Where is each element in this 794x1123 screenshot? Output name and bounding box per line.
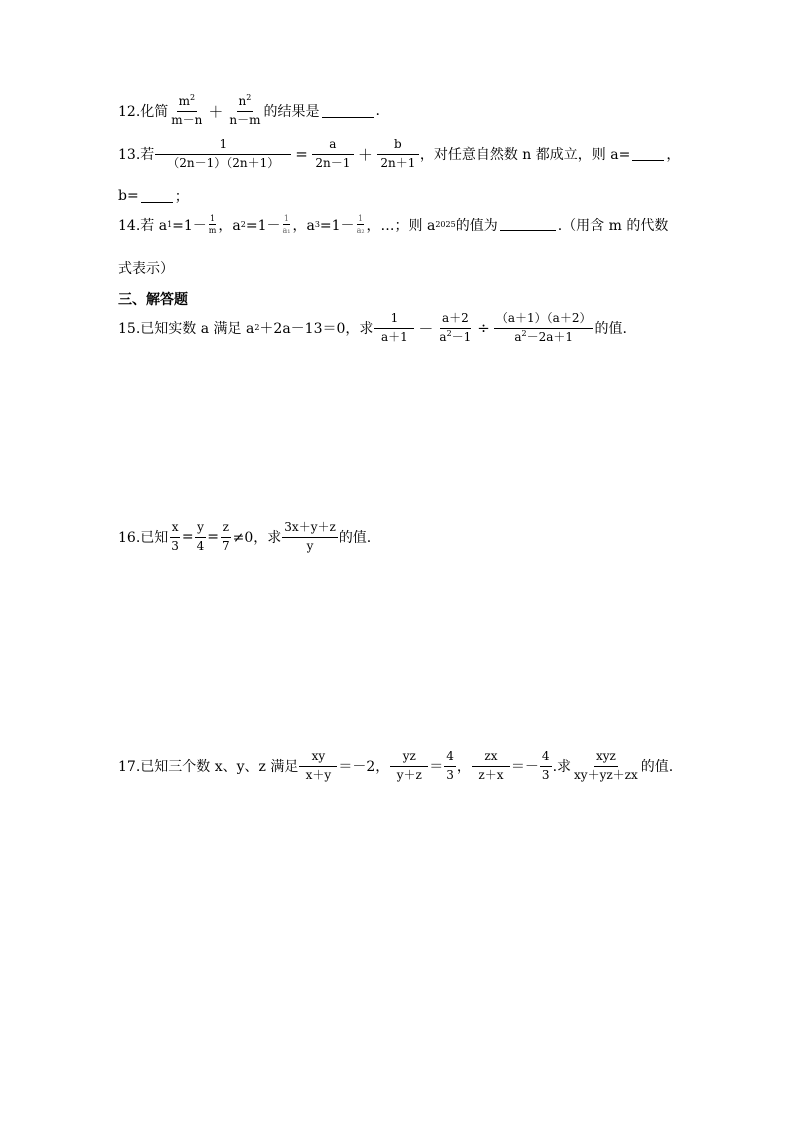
q13-b-label: b= bbox=[118, 188, 139, 204]
q15-fraction-2 bbox=[437, 312, 473, 345]
question-13 bbox=[118, 138, 680, 171]
q12-f1-exp: 2 bbox=[189, 93, 196, 102]
q17-f3-num: 4 bbox=[444, 750, 456, 767]
q13-line2-end: ； bbox=[174, 189, 189, 205]
q12-f2-den: n－m bbox=[229, 112, 261, 127]
q17-f5-num: 4 bbox=[540, 750, 552, 767]
q12-f1-num: m bbox=[178, 94, 190, 108]
q12-fraction-2 bbox=[227, 95, 262, 128]
q14-label: 14.若 a bbox=[118, 217, 168, 234]
q15-f3-num: （a＋1）（a＋2） bbox=[494, 312, 594, 329]
q13-fraction-1 bbox=[155, 138, 291, 171]
q15-f2-num: a＋2 bbox=[440, 312, 471, 329]
q16-tail: 的值. bbox=[338, 530, 372, 547]
q14-answer-blank[interactable] bbox=[500, 218, 556, 231]
q16-f4-num: 3x＋y＋z bbox=[282, 521, 338, 538]
question-17 bbox=[118, 750, 673, 783]
q12-f1-den: m－n bbox=[171, 112, 203, 127]
q12-f2-exp: 2 bbox=[246, 93, 252, 102]
q14-part5: =1－ bbox=[319, 217, 355, 234]
q13-f1-num: 1 bbox=[155, 138, 291, 155]
q14-f1-den: m bbox=[208, 226, 217, 236]
q16-eq2: = bbox=[207, 529, 220, 546]
q17-f4-num: zx bbox=[472, 750, 510, 767]
q17-fraction-3 bbox=[444, 750, 456, 783]
q17-c2: ， bbox=[456, 759, 471, 776]
q15-minus: － bbox=[418, 319, 434, 338]
q13-f3-den: 2n＋1 bbox=[380, 155, 416, 170]
q15-fraction-3 bbox=[494, 312, 594, 345]
q15-f3-den-exp: 2 bbox=[521, 328, 527, 338]
q12-label: 12.化简 bbox=[118, 104, 169, 121]
q15-label: 15.已知实数 a 满足 a bbox=[118, 321, 255, 338]
q13-tail: ，对任意自然数 n 都成立，则 a= bbox=[419, 147, 631, 164]
q13-f2-num: a bbox=[312, 138, 354, 155]
q14-part7: 的值为 bbox=[455, 217, 498, 234]
q17-eq2: ＝ bbox=[429, 759, 444, 776]
q14-part3: =1－ bbox=[245, 217, 281, 234]
q16-neq: ≠0，求 bbox=[232, 530, 282, 547]
q13-fraction-3 bbox=[377, 138, 419, 171]
q17-fraction-6 bbox=[572, 750, 640, 783]
q14-fraction-1 bbox=[208, 214, 218, 235]
q14-f3-num: 1 bbox=[357, 214, 364, 225]
question-12 bbox=[118, 95, 380, 128]
question-15: 15.已知实数 a 满足 a 2 ＋2a－13＝0，求 $\frac{1}{a+1}$ － $\frac{a+2}{a^2-1}$ ÷ $\frac{(a+1)(a+2)}{a^2-2a+1}$ 的值. bbox=[118, 311, 627, 344]
question-14: 14.若 a 1 =1－ $\frac{1}{m}$ ，a 2 =1－ $\frac{1}{\text{a₁}}$ ，a 3 =1－ $\frac{1}{\text{a₂}}$ ，…；则 a 2025 的值为 .（用含 m 的代数 bbox=[118, 214, 669, 236]
q17-c3: .求 bbox=[552, 759, 572, 776]
q15-cond: ＋2a－13＝0，求 bbox=[259, 321, 374, 338]
q14-fraction-2 bbox=[281, 214, 291, 235]
q15-f3-den-rest: －2a＋1 bbox=[526, 329, 574, 344]
q17-f1-den: x＋y bbox=[305, 767, 332, 782]
q16-fraction-3 bbox=[220, 521, 232, 554]
q16-label: 16.已知 bbox=[118, 530, 169, 547]
q16-fraction-2 bbox=[195, 521, 207, 554]
q12-fraction-1 bbox=[169, 95, 204, 128]
q17-f6-num: xyz bbox=[594, 750, 618, 767]
q14-part4: ，a bbox=[292, 217, 315, 234]
question-13-line-2 bbox=[118, 186, 189, 206]
q12-f2-num: n bbox=[238, 94, 247, 108]
q13-eq: = bbox=[295, 145, 308, 164]
q12-end: . bbox=[375, 103, 380, 120]
q14-f1-num: 1 bbox=[209, 214, 216, 225]
q17-label: 17.已知三个数 x、y、z 满足 bbox=[118, 759, 299, 776]
q17-f5-den: 3 bbox=[541, 767, 550, 782]
q17-v1: ＝－2， bbox=[338, 759, 390, 776]
q14-f2-den: a₁ bbox=[282, 226, 291, 236]
q15-div: ÷ bbox=[477, 319, 490, 338]
q15-f2-den-rest: －1 bbox=[451, 329, 472, 344]
q13-f3-num: b bbox=[377, 138, 419, 155]
question-16 bbox=[118, 521, 371, 554]
q12-tail: 的结果是 bbox=[263, 104, 320, 121]
q17-tail: 的值. bbox=[640, 759, 674, 776]
section-3-title bbox=[118, 289, 188, 309]
q16-f2-num: y bbox=[195, 521, 206, 538]
q16-f3-num: z bbox=[221, 521, 231, 538]
q17-f2-num: yz bbox=[390, 750, 428, 767]
q13-answer-a-blank[interactable] bbox=[632, 148, 664, 161]
q14-f3-den: a₂ bbox=[356, 226, 365, 236]
q17-fraction-1 bbox=[299, 750, 337, 783]
q15-f2-den-base: a bbox=[439, 329, 447, 344]
q16-f3-den: 7 bbox=[222, 538, 230, 553]
question-14-line-2 bbox=[118, 258, 174, 278]
q17-f1-num: xy bbox=[299, 750, 337, 767]
q17-f4-den: z＋x bbox=[478, 767, 504, 782]
q16-f2-den: 4 bbox=[196, 538, 205, 553]
q15-f3-den-base: a bbox=[514, 329, 522, 344]
q13-f2-den: 2n－1 bbox=[315, 155, 351, 170]
q16-f1-num: x bbox=[170, 521, 181, 538]
q15-tail: 的值. bbox=[594, 321, 627, 338]
q13-comma: ， bbox=[666, 147, 681, 164]
q14-part1: =1－ bbox=[172, 217, 207, 234]
q13-f1-den: （2n－1）（2n＋1） bbox=[167, 155, 280, 170]
q15-f2-den-exp: 2 bbox=[446, 328, 452, 338]
q15-f1-den: a＋1 bbox=[380, 329, 408, 344]
q14-f2-num: 1 bbox=[283, 214, 290, 225]
q17-fraction-5 bbox=[540, 750, 552, 783]
q12-plus: ＋ bbox=[208, 102, 224, 121]
q17-eq3: ＝－ bbox=[510, 759, 539, 776]
q15-fraction-1 bbox=[374, 312, 414, 345]
q13-plus: ＋ bbox=[357, 145, 373, 164]
q15-f1-num: 1 bbox=[374, 312, 414, 329]
q13-label: 13.若 bbox=[118, 147, 155, 164]
q14-fraction-3 bbox=[356, 214, 366, 235]
q14-part6: ，…；则 a bbox=[366, 217, 436, 234]
q16-f4-den: y bbox=[306, 538, 314, 553]
q17-f6-den: xy＋yz＋zx bbox=[574, 767, 638, 782]
q14-line2: 式表示） bbox=[118, 261, 174, 277]
q17-f3-den: 3 bbox=[446, 767, 454, 782]
q17-fraction-4 bbox=[472, 750, 510, 783]
q16-fraction-4 bbox=[282, 521, 338, 554]
q16-fraction-1 bbox=[169, 521, 181, 554]
q16-eq1: = bbox=[181, 529, 194, 546]
q14-part8: .（用含 m 的代数 bbox=[557, 217, 669, 234]
q16-f1-den: 3 bbox=[171, 538, 179, 553]
q17-f2-den: y＋z bbox=[396, 767, 422, 782]
q17-fraction-2 bbox=[390, 750, 428, 783]
q13-answer-b-blank[interactable] bbox=[141, 190, 173, 203]
q12-answer-blank[interactable] bbox=[322, 105, 374, 118]
q13-fraction-2 bbox=[312, 138, 354, 171]
section-3-title-text: 三、解答题 bbox=[118, 292, 188, 308]
q14-part2: ，a bbox=[218, 217, 241, 234]
